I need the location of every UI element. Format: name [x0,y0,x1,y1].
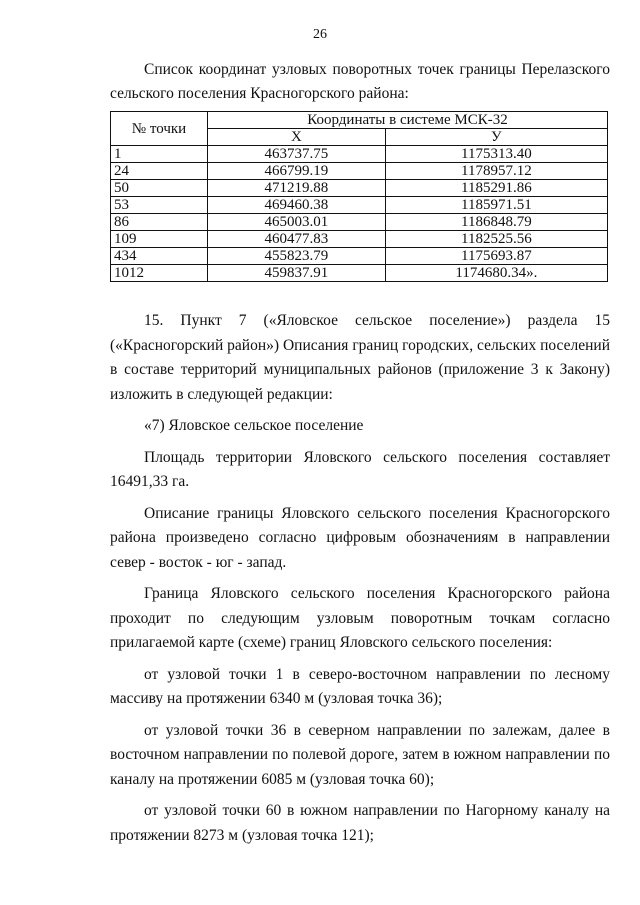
header-x: X [208,129,386,146]
paragraph-segment: от узловой точки 36 в северном направлении по залежам, далее в восточном направлении по полевой дороге, затем в южном направлении по каналу на протяжении 6085 м (узловая точка 60); [110,721,610,788]
cell-point: 434 [111,248,208,265]
table-row [111,197,608,214]
table-header-row [111,112,608,129]
header-coordinate-system: Координаты в системе МСК-32 [208,112,608,129]
table-row [111,231,608,248]
document-body [110,309,610,855]
cell-y: 1182525.56 [385,231,607,248]
paragraph-segment: от узловой точки 60 в южном направлении по Нагорному каналу на протяжении 8273 м (узловая точка 121); [110,802,610,844]
cell-x: 469460.38 [208,197,386,214]
cell-x: 471219.88 [208,180,386,197]
cell-point: 109 [111,231,208,248]
cell-y: 1185971.51 [385,197,607,214]
header-y: У [385,129,607,146]
table-row [111,163,608,180]
table-row [111,180,608,197]
cell-y: 1185291.86 [385,180,607,197]
cell-point: 50 [111,180,208,197]
cell-y: 1186848.79 [385,214,607,231]
cell-x: 460477.83 [208,231,386,248]
table-row [111,248,608,265]
cell-y: 1174680.34». [385,265,607,282]
cell-x: 466799.19 [208,163,386,180]
cell-x: 459837.91 [208,265,386,282]
header-point-number: № точки [111,112,208,146]
cell-x: 463737.75 [208,146,386,163]
cell-y: 1175313.40 [385,146,607,163]
paragraph-segment: от узловой точки 1 в северо-восточном направлении по лесному массиву на протяжении 6340 м (узловая точка 36); [110,665,610,707]
paragraph-boundary: Граница Яловского сельского поселения Красногорского района проходит по следующим узловым поворотным точкам согласно прилагаемой карте (схеме) границ Яловского сельского поселения: [110,585,610,651]
cell-x: 465003.01 [208,214,386,231]
table-caption: Список координат узловых поворотных точек границы Перелазского сельского поселения Красногорского района: [110,61,610,102]
cell-point: 53 [111,197,208,214]
paragraph-heading: «7) Яловское сельское поселение [144,417,364,434]
paragraph-area: Площадь территории Яловского сельского поселения составляет 16491,33 га. [110,448,610,490]
cell-y: 1175693.87 [385,248,607,265]
cell-point: 86 [111,214,208,231]
paragraph-amendment: 15. Пункт 7 («Яловское сельское поселение») раздела 15 («Красногорский район») Описания границ городских, сельских поселений в составе территорий муниципальных районов (приложение 3 к Закону) изложить в следующей редакции: [110,312,610,403]
cell-point: 1012 [111,265,208,282]
cell-point: 24 [111,163,208,180]
cell-y: 1178957.12 [385,163,607,180]
cell-point: 1 [111,146,208,163]
coordinates-table [110,111,608,282]
table-row [111,146,608,163]
table-row [111,265,608,282]
page-number: 26 [313,27,327,42]
table-row [111,214,608,231]
paragraph-description: Описание границы Яловского сельского поселения Красногорского района произведено согласно цифровым обозначениям в направлении север - восток - юг - запад. [110,504,610,571]
cell-x: 455823.79 [208,248,386,265]
